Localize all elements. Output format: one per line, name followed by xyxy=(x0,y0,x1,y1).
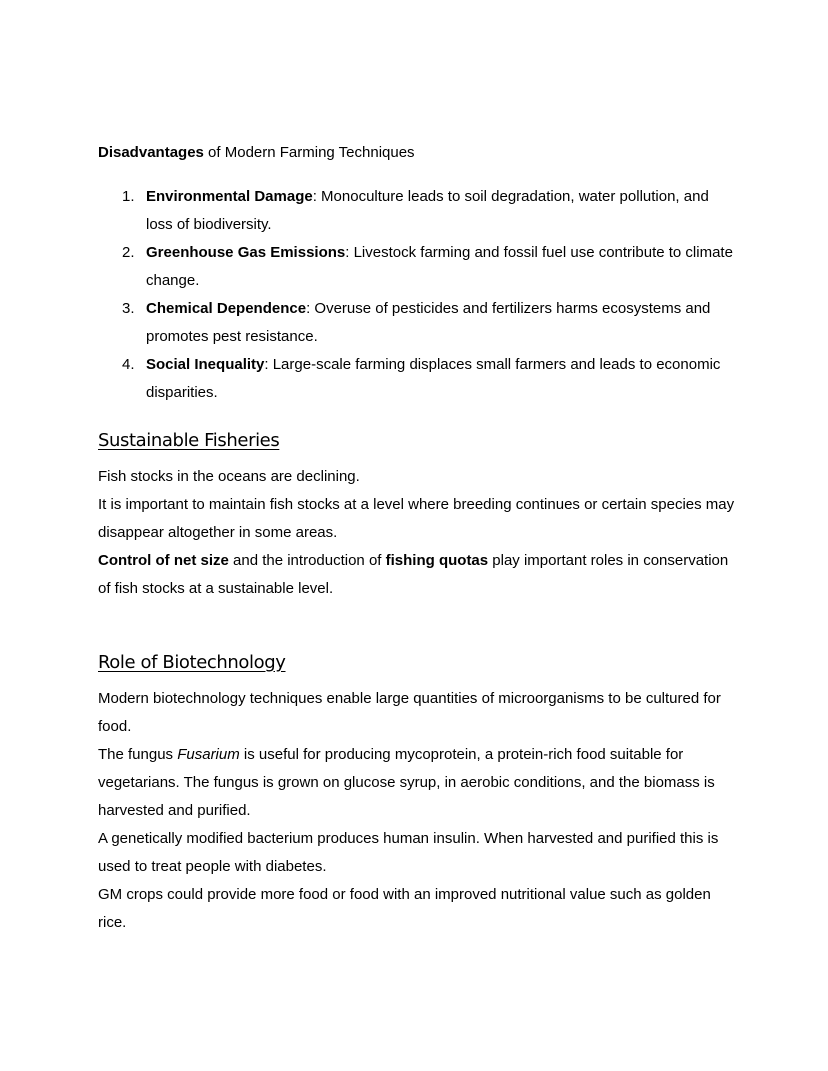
paragraph: A genetically modified bacterium produces human insulin. When harvested and purified this is used to treat people with diabetes. xyxy=(98,830,719,875)
paragraph: GM crops could provide more food or food with an improved nutritional value such as golden rice. xyxy=(98,886,711,931)
list-number: 1. xyxy=(122,188,135,205)
list-item xyxy=(98,295,738,351)
fisheries-heading: Sustainable Fisheries xyxy=(98,430,280,451)
list-number: 2. xyxy=(122,244,135,261)
list-term: Social Inequality xyxy=(146,356,265,373)
title-bold: Disadvantages xyxy=(98,144,204,161)
list-term: Greenhouse Gas Emissions xyxy=(146,244,346,261)
biotech-body xyxy=(98,685,738,937)
text: The fungus xyxy=(98,746,178,763)
list-text: : Monoculture leads to soil degradation, water pollution, and loss of biodiversity. xyxy=(146,188,709,233)
list-term: Environmental Damage xyxy=(146,188,313,205)
paragraph xyxy=(98,547,738,603)
list-text: : Livestock farming and fossil fuel use contribute to climate change. xyxy=(146,244,733,289)
list-item xyxy=(98,183,738,239)
paragraph: It is important to maintain fish stocks at a level where breeding continues or certain species may disappear altogether in some areas. xyxy=(98,496,735,541)
paragraph: Fish stocks in the oceans are declining. xyxy=(98,468,360,485)
text: play important roles in conservation of fish stocks at a sustainable level. xyxy=(98,552,729,597)
biotech-heading: Role of Biotechnology xyxy=(98,652,286,673)
disadvantages-title xyxy=(98,139,738,167)
list-item xyxy=(98,239,738,295)
text: and the introduction of xyxy=(228,552,386,569)
text: is useful for producing mycoprotein, a protein-rich food suitable for vegetarians. The fungus is grown on glucose syrup, in aerobic conditions, and the biomass is harvested and purified. xyxy=(98,746,715,819)
fisheries-body xyxy=(98,463,738,603)
list-number: 4. xyxy=(122,356,135,373)
disadvantages-list xyxy=(98,183,738,407)
italic-term: Fusarium xyxy=(177,746,240,763)
bold-term: Control of net size xyxy=(98,552,229,569)
paragraph: Modern biotechnology techniques enable large quantities of microorganisms to be cultured for food. xyxy=(98,690,721,735)
title-rest: of Modern Farming Techniques xyxy=(203,144,415,161)
list-text: : Large-scale farming displaces small farmers and leads to economic disparities. xyxy=(146,356,721,401)
list-number: 3. xyxy=(122,300,135,317)
bold-term: fishing quotas xyxy=(385,552,489,569)
list-text: : Overuse of pesticides and fertilizers harms ecosystems and promotes pest resistance. xyxy=(146,300,711,345)
list-item xyxy=(98,351,738,407)
paragraph xyxy=(98,741,738,825)
list-term: Chemical Dependence xyxy=(146,300,307,317)
